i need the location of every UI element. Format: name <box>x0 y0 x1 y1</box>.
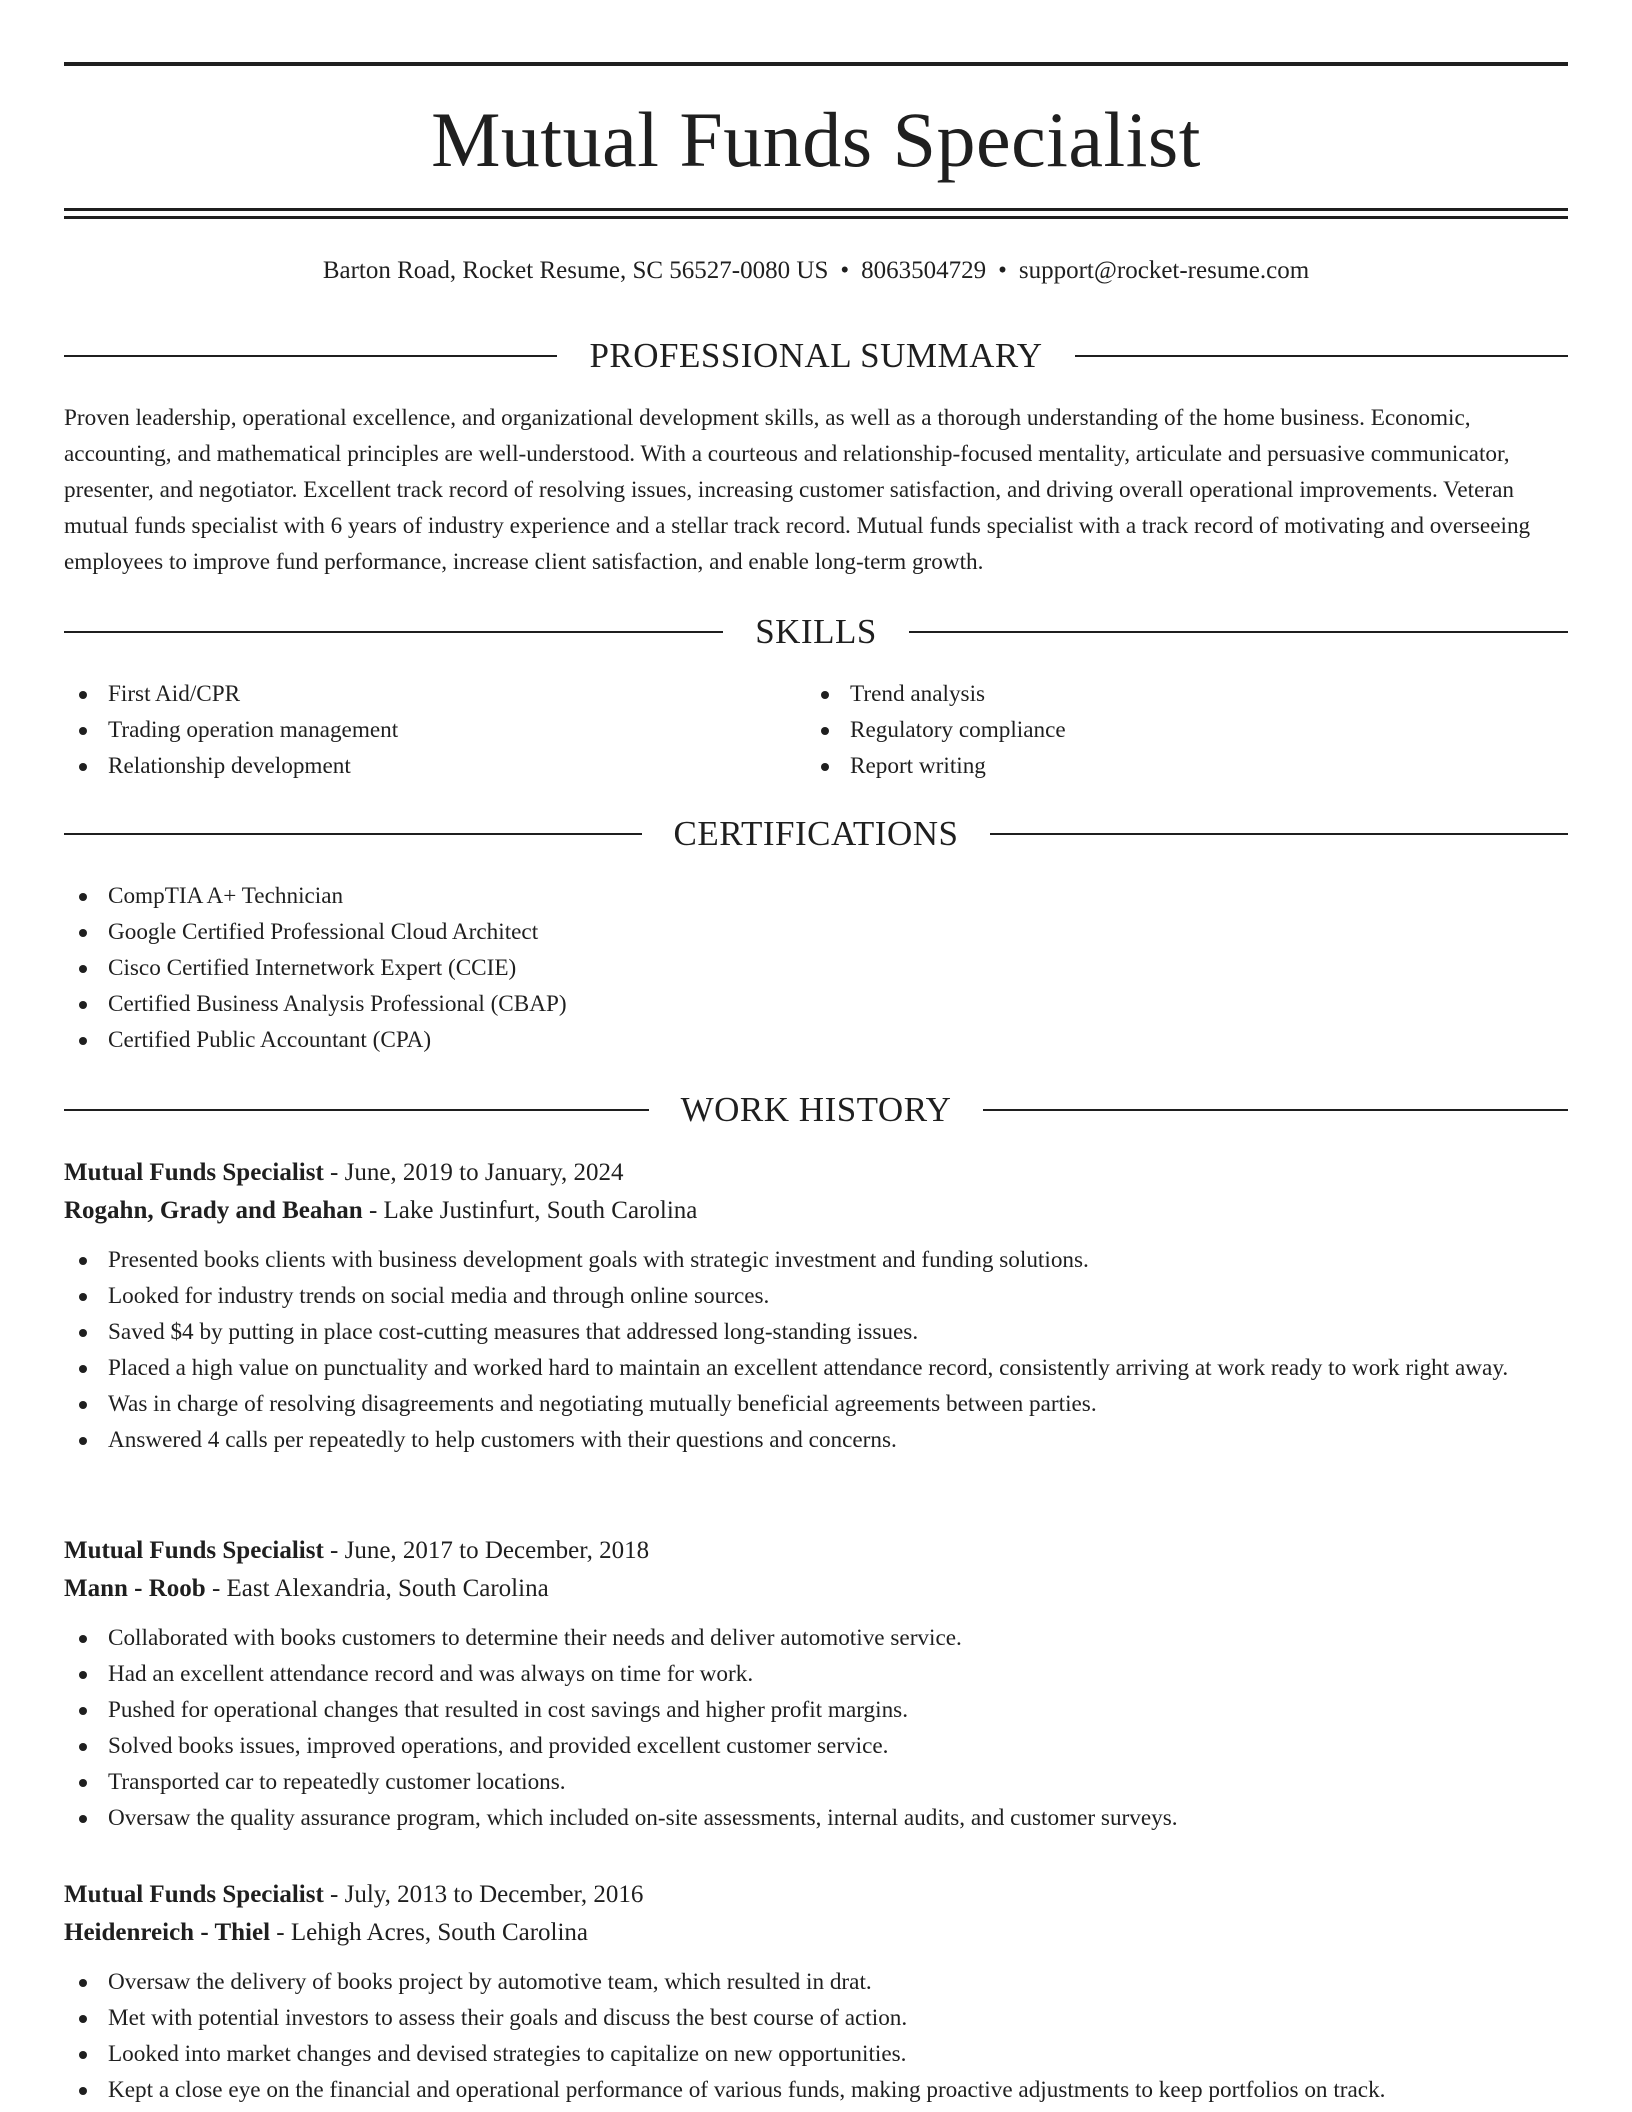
contact-phone: 8063504729 <box>861 257 987 284</box>
job-entry <box>64 1532 1568 1836</box>
job-title-line <box>64 1532 1568 1570</box>
certification-item: Certified Public Accountant (CPA) <box>64 1022 1568 1058</box>
skill-item: Report writing <box>806 748 1548 784</box>
job-company-line <box>64 1192 1568 1230</box>
job-location: - East Alexandria, South Carolina <box>205 1575 549 1602</box>
job-dates: - June, 2017 to December, 2018 <box>323 1537 650 1564</box>
skills-list-right <box>806 676 1548 784</box>
job-bullets <box>64 1620 1568 1836</box>
certification-item: CompTIA A+ Technician <box>64 878 1568 914</box>
job-bullet: Collaborated with books customers to determine their needs and deliver automotive service. <box>64 1620 1568 1656</box>
job-dates: - July, 2013 to December, 2016 <box>323 1881 644 1908</box>
candidate-name: Mutual Funds Specialist <box>431 96 1201 183</box>
heading-rule-left <box>64 355 557 357</box>
job-bullet: Oversaw the quality assurance program, which included on-site assessments, internal audits, and customer surveys. <box>64 1800 1568 1836</box>
heading-rule-right <box>990 833 1568 835</box>
job-bullet: Looked into market changes and devised strategies to capitalize on new opportunities. <box>64 2036 1568 2072</box>
job-bullet: Saved $4 by putting in place cost-cutting measures that addressed long-standing issues. <box>64 1314 1568 1350</box>
job-location: - Lehigh Acres, South Carolina <box>270 1919 589 1946</box>
summary-heading-title: PROFESSIONAL SUMMARY <box>589 336 1043 375</box>
job-title: Mutual Funds Specialist <box>64 1881 324 1908</box>
heading-rule-left <box>64 631 723 633</box>
job-entry <box>64 1876 1568 2108</box>
job-company-line <box>64 1914 1568 1952</box>
skill-item: Relationship development <box>64 748 806 784</box>
skills-columns <box>64 676 1568 784</box>
job-bullet: Met with potential investors to assess their goals and discuss the best course of action. <box>64 2000 1568 2036</box>
skills-heading <box>64 610 1568 654</box>
skills-list-left <box>64 676 806 784</box>
job-bullets <box>64 1964 1568 2108</box>
job-company: Heidenreich - Thiel <box>64 1919 271 1946</box>
job-title: Mutual Funds Specialist <box>64 1159 324 1186</box>
job-bullet: Kept a close eye on the financial and operational performance of various funds, making proactive adjustments to keep portfolios on track. <box>64 2072 1568 2108</box>
skill-item: First Aid/CPR <box>64 676 806 712</box>
contact-separator: • <box>840 257 850 284</box>
heading-rule-right <box>909 631 1568 633</box>
job-bullet: Looked for industry trends on social media and through online sources. <box>64 1278 1568 1314</box>
heading-rule-right <box>983 1109 1568 1111</box>
heading-rule-right <box>1075 355 1568 357</box>
job-bullet: Had an excellent attendance record and was always on time for work. <box>64 1656 1568 1692</box>
skill-item: Trend analysis <box>806 676 1548 712</box>
job-title-line <box>64 1154 1568 1192</box>
certification-item: Certified Business Analysis Professional (CBAP) <box>64 986 1568 1022</box>
certifications-heading <box>64 812 1568 856</box>
job-company: Rogahn, Grady and Beahan <box>64 1197 363 1224</box>
contact-email: support@rocket-resume.com <box>1018 257 1310 284</box>
job-title: Mutual Funds Specialist <box>64 1537 324 1564</box>
job-company-line <box>64 1570 1568 1608</box>
job-company: Mann - Roob <box>64 1575 206 1602</box>
job-bullet: Placed a high value on punctuality and worked hard to maintain an excellent attendance record, consistently arriving at work ready to work right away. <box>64 1350 1568 1386</box>
contact-separator: • <box>998 257 1007 284</box>
job-bullet: Answered 4 calls per repeatedly to help customers with their questions and concerns. <box>64 1422 1568 1458</box>
certification-item: Cisco Certified Internetwork Expert (CCIE) <box>64 950 1568 986</box>
job-bullets <box>64 1242 1568 1458</box>
job-location: - Lake Justinfurt, South Carolina <box>362 1197 698 1224</box>
header-double-rule-lower <box>64 216 1568 219</box>
job-bullet: Oversaw the delivery of books project by automotive team, which resulted in drat. <box>64 1964 1568 2000</box>
heading-rule-left <box>64 833 642 835</box>
contact-address: Barton Road, Rocket Resume, SC 56527-0080 US <box>322 257 829 284</box>
summary-text: Proven leadership, operational excellence, and organizational development skills, as well as a thorough understanding of the home business. Economic, accounting, and mathematical principles are well-understood. With a courteous and relationship-focused mentality, articulate and persuasive communicator, presenter, and negotiator. Excellent track record of resolving issues, increasing customer satisfaction, and driving overall operational improvements. Veteran mutual funds specialist with 6 years of industry experience and a stellar track record. Mutual funds specialist with a track record of motivating and overseeing employees to improve fund performance, increase client satisfaction, and enable long-term growth. <box>64 405 1531 575</box>
job-dates: - June, 2019 to January, 2024 <box>323 1159 624 1186</box>
header-top-rule <box>64 62 1568 66</box>
job-bullet: Was in charge of resolving disagreements and negotiating mutually beneficial agreements between parties. <box>64 1386 1568 1422</box>
job-bullet: Solved books issues, improved operations, and provided excellent customer service. <box>64 1728 1568 1764</box>
job-bullet: Transported car to repeatedly customer locations. <box>64 1764 1568 1800</box>
heading-rule-left <box>64 1109 649 1111</box>
job-bullet: Presented books clients with business development goals with strategic investment and funding solutions. <box>64 1242 1568 1278</box>
certifications-heading-title: CERTIFICATIONS <box>673 814 959 853</box>
work-history-heading <box>64 1088 1568 1132</box>
skill-item: Regulatory compliance <box>806 712 1548 748</box>
skill-item: Trading operation management <box>64 712 806 748</box>
certification-item: Google Certified Professional Cloud Architect <box>64 914 1568 950</box>
header-double-rule-upper <box>64 208 1568 211</box>
summary-heading <box>64 334 1568 378</box>
job-title-line <box>64 1876 1568 1914</box>
contact-line <box>64 254 1568 288</box>
job-bullet: Pushed for operational changes that resulted in cost savings and higher profit margins. <box>64 1692 1568 1728</box>
certifications-list <box>64 878 1568 1058</box>
work-history-heading-title: WORK HISTORY <box>680 1090 952 1129</box>
skills-heading-title: SKILLS <box>755 612 877 651</box>
job-entry <box>64 1154 1568 1458</box>
